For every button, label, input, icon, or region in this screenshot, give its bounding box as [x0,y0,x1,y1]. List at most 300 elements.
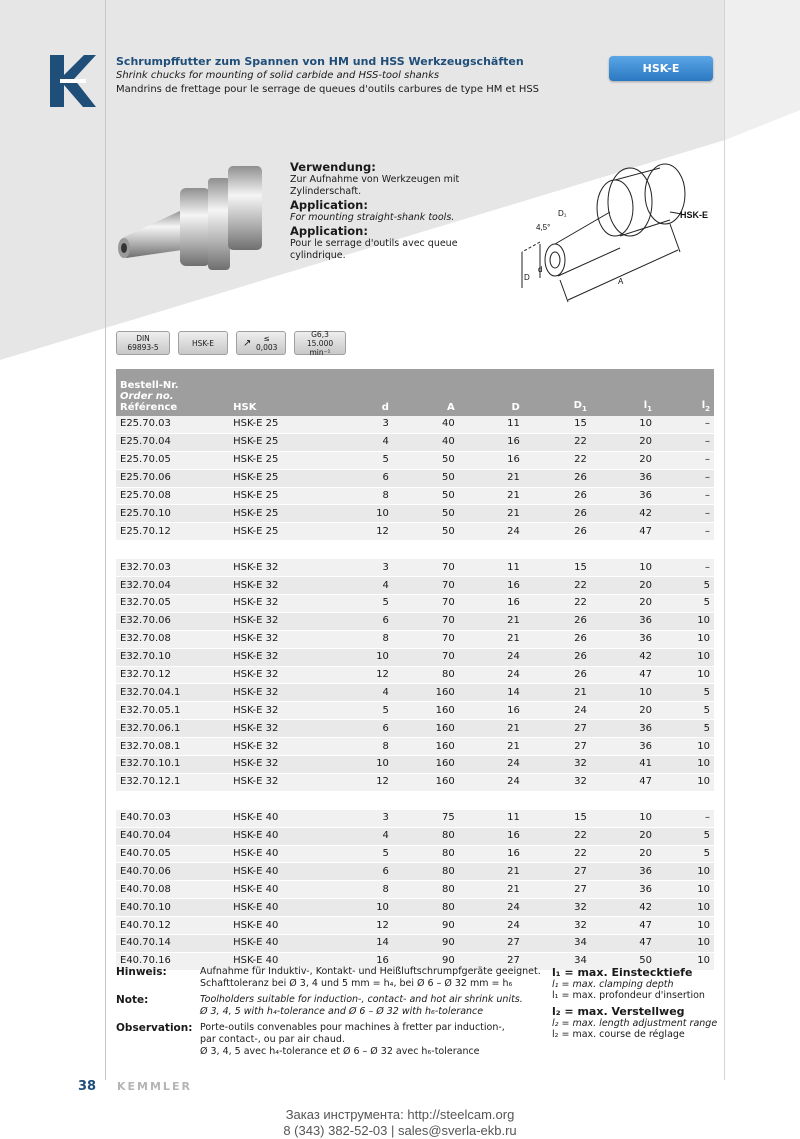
table-cell: E32.70.10 [116,648,229,666]
table-cell: 26 [524,612,591,630]
table-cell: 10 [321,899,393,917]
table-cell: 10 [656,952,714,970]
table-cell: HSK-E 25 [229,469,320,487]
table-cell: 24 [524,702,591,720]
table-cell: E40.70.03 [116,809,229,827]
footer [0,1107,800,1139]
table-cell: 24 [459,773,524,791]
table-cell: 32 [524,899,591,917]
table-cell: 22 [524,827,591,845]
table-cell: 21 [459,863,524,881]
table-cell: 40 [393,416,459,433]
table-cell: 16 [459,433,524,451]
table-row [116,416,714,433]
table-cell: HSK-E 32 [229,773,320,791]
table-cell: 26 [524,648,591,666]
table-row [116,827,714,845]
table-cell: 47 [591,523,656,541]
drawing-label-angle: 4,5° [536,223,551,232]
table-cell: HSK-E 32 [229,738,320,756]
table-cell: 34 [524,935,591,953]
table-cell: 70 [393,630,459,648]
l1-fr: l₁ = max. profondeur d'insertion [552,990,705,1001]
table-row [116,666,714,684]
drawing-label-D: D [524,273,530,282]
table-cell: 20 [591,577,656,595]
table-cell: 21 [459,505,524,523]
table-cell: 10 [321,505,393,523]
usage-en-text: For mounting straight-shank tools. [290,212,455,223]
table-row [116,433,714,451]
table-cell: 10 [656,773,714,791]
table-cell: 160 [393,720,459,738]
table-cell: 4 [321,684,393,702]
table-row [116,720,714,738]
table-cell: 80 [393,666,459,684]
table-cell: 47 [591,917,656,935]
observation-line-1: Porte-outils convenables pour machines à fretter par induction-, [200,1022,505,1033]
page-header [116,55,596,97]
note-line-2: Ø 3, 4, 5 with h₄-tolerance and Ø 6 – Ø 32 with h₆-tolerance [200,1006,484,1017]
table-cell: – [656,451,714,469]
table-cell: 14 [459,684,524,702]
table-cell: 47 [591,666,656,684]
technical-drawing [510,160,720,310]
table-cell: E40.70.08 [116,881,229,899]
table-cell: 16 [459,577,524,595]
table-cell: 12 [321,917,393,935]
runout-chip [236,331,286,355]
table-cell: – [656,505,714,523]
table-row [116,773,714,791]
table-cell: 10 [656,756,714,774]
hsk-e-badge: HSK-E [609,56,713,81]
table-cell: 21 [524,684,591,702]
table-cell: 26 [524,469,591,487]
table-cell: 41 [591,756,656,774]
col-order-de: Bestell-Nr. [120,380,179,391]
table-cell: 5 [321,451,393,469]
table-cell: HSK-E 25 [229,505,320,523]
table-cell: 10 [656,881,714,899]
table-cell: E40.70.10 [116,899,229,917]
table-cell: 15 [524,809,591,827]
table-cell: E32.70.04 [116,577,229,595]
l1-heading: l₁ = max. Einstecktiefe [552,966,693,979]
hsk-chip: HSK-E [178,331,228,355]
table-cell: 42 [591,648,656,666]
table-cell: 15 [524,416,591,433]
observation-text [200,1022,545,1058]
table-cell: 70 [393,559,459,577]
table-row [116,935,714,953]
table-cell: 21 [459,720,524,738]
table-row [116,469,714,487]
table-cell: E32.70.12.1 [116,773,229,791]
balance-chip [294,331,346,355]
table-cell: 5 [656,827,714,845]
drawing-label-A: A [618,277,624,286]
table-cell: 90 [393,917,459,935]
table-cell: 36 [591,881,656,899]
table-cell: 36 [591,720,656,738]
table-cell: 27 [459,952,524,970]
table-cell: 24 [459,666,524,684]
table-cell: 11 [459,416,524,433]
l2-fr: l₂ = max. course de réglage [552,1029,685,1040]
drawing-label-d: d [538,265,543,274]
table-cell: 16 [459,702,524,720]
table-cell: 26 [524,487,591,505]
table-cell: HSK-E 40 [229,917,320,935]
table-cell: E25.70.12 [116,523,229,541]
table-cell: 4 [321,433,393,451]
table-cell: 20 [591,595,656,613]
observation-line-3: Ø 3, 4, 5 avec h₄-tolerance et Ø 6 – Ø 32 avec h₆-tolerance [200,1046,480,1057]
table-cell: E40.70.16 [116,952,229,970]
balance-speed: 15.000 min⁻¹ [306,338,334,357]
table-cell: 90 [393,952,459,970]
table-row [116,595,714,613]
table-row [116,451,714,469]
table-cell: 21 [459,738,524,756]
table-cell: 22 [524,433,591,451]
table-cell: E40.70.12 [116,917,229,935]
table-cell: 5 [656,684,714,702]
table-cell: 16 [459,595,524,613]
table-cell: 42 [591,899,656,917]
table-cell: – [656,433,714,451]
table-cell: HSK-E 32 [229,702,320,720]
table-cell: HSK-E 25 [229,487,320,505]
table-cell: 160 [393,702,459,720]
table-row [116,917,714,935]
table-cell: 10 [591,684,656,702]
table-cell: 10 [656,863,714,881]
table-cell: 40 [393,433,459,451]
runout-arrow-icon: ↗ [243,337,252,349]
definitions-section [552,966,722,1040]
table-header-row [116,369,714,416]
table-cell: HSK-E 40 [229,863,320,881]
table-row [116,899,714,917]
kemmler-logo-icon [50,55,96,107]
table-cell: E32.70.04.1 [116,684,229,702]
note-label: Note: [116,994,149,1006]
table-cell: 24 [459,917,524,935]
table-cell: 27 [524,738,591,756]
table-cell: 36 [591,863,656,881]
table-cell: HSK-E 40 [229,952,320,970]
table-cell: 21 [459,469,524,487]
table-cell: 27 [524,720,591,738]
observation-line-2: par contact-, ou par air chaud. [200,1034,345,1045]
table-row [116,487,714,505]
table-cell: 50 [393,523,459,541]
table-row [116,505,714,523]
col-order-fr: Référence [120,402,178,413]
title-fr: Mandrins de frettage pour le serrage de queues d'outils carbures de type HM et HSS [116,84,540,95]
footer-link[interactable]: Заказ инструмента: http://steelcam.org [285,1107,515,1122]
table-row [116,523,714,541]
table-cell: HSK-E 32 [229,756,320,774]
table-cell: 26 [524,666,591,684]
table-cell: HSK-E 25 [229,523,320,541]
table-cell: 8 [321,630,393,648]
table-cell: 36 [591,612,656,630]
table-cell: E40.70.06 [116,863,229,881]
runout-value: ≤ 0,003 [255,334,278,352]
table-cell: 24 [459,523,524,541]
table-cell: 5 [656,577,714,595]
table-cell: 70 [393,648,459,666]
table-cell: 3 [321,416,393,433]
table-cell: 160 [393,684,459,702]
table-cell: 22 [524,577,591,595]
table-cell: E25.70.05 [116,451,229,469]
table-cell: HSK-E 32 [229,559,320,577]
table-cell: 20 [591,827,656,845]
table-cell: 5 [656,595,714,613]
table-row [116,863,714,881]
table-cell: 80 [393,863,459,881]
table-cell: E32.70.10.1 [116,756,229,774]
table-cell: 34 [524,952,591,970]
note-line-1: Toolholders suitable for induction-, contact- and hot air shrink units. [200,994,523,1005]
usage-de-text: Zur Aufnahme von Werkzeugen mit Zylinderschaft. [290,174,460,197]
table-cell: 15 [524,559,591,577]
table-cell: 16 [321,952,393,970]
table-cell: 36 [591,487,656,505]
table-cell: HSK-E 25 [229,451,320,469]
col-D1-label: D [573,400,582,411]
usage-fr-text: Pour le serrage d'outils avec queue cylindrique. [290,238,458,261]
table-cell: 21 [459,630,524,648]
table-cell: 20 [591,845,656,863]
table-cell: E25.70.06 [116,469,229,487]
table-cell: HSK-E 32 [229,612,320,630]
table-cell: E32.70.03 [116,559,229,577]
table-cell: 6 [321,469,393,487]
table-cell: 5 [656,720,714,738]
table-row [116,809,714,827]
col-l2-header: $l_2$ [656,369,714,416]
l2-heading: l₂ = max. Verstellweg [552,1005,685,1018]
table-cell: 70 [393,577,459,595]
table-cell: E25.70.04 [116,433,229,451]
table-cell: 27 [524,881,591,899]
group-spacer [116,791,714,809]
table-cell: 90 [393,935,459,953]
table-cell: 10 [656,899,714,917]
table-cell: – [656,523,714,541]
table-row [116,630,714,648]
din-chip: DIN 69893-5 [116,331,170,355]
col-A-header: A [393,369,459,416]
col-D1-header: $D_1$ [524,369,591,416]
table-cell: E32.70.08.1 [116,738,229,756]
table-cell: 11 [459,559,524,577]
table-cell: 12 [321,773,393,791]
table-cell: 22 [524,595,591,613]
table-cell: 32 [524,773,591,791]
usage-fr-heading: Application: [290,224,368,238]
spec-chips [116,331,346,355]
table-cell: HSK-E 40 [229,809,320,827]
table-cell: 32 [524,917,591,935]
table-cell: 4 [321,827,393,845]
col-D-header: D [459,369,524,416]
table-cell: 80 [393,899,459,917]
table-cell: E32.70.08 [116,630,229,648]
table-row [116,756,714,774]
table-cell: – [656,469,714,487]
table-row [116,702,714,720]
table-row [116,684,714,702]
table-cell: 6 [321,720,393,738]
hinweis-label: Hinweis: [116,966,167,978]
col-order-header [116,369,229,416]
margin-line [105,0,106,1080]
table-cell: 10 [656,612,714,630]
table-cell: E32.70.06.1 [116,720,229,738]
table-cell: 22 [524,845,591,863]
table-cell: HSK-E 40 [229,845,320,863]
title-de: Schrumpffutter zum Spannen von HM und HSS Werkzeugschäften [116,55,524,68]
balance-grade: G6,3 [311,329,329,339]
table-cell: HSK-E 25 [229,433,320,451]
table-cell: 20 [591,702,656,720]
table-cell: 24 [459,756,524,774]
l2-en: l₂ = max. length adjustment range [552,1018,718,1029]
table-cell: 10 [656,917,714,935]
table-body [116,416,714,970]
col-l1-header: $l_1$ [591,369,656,416]
table-cell: 5 [656,845,714,863]
table-cell: 8 [321,881,393,899]
footer-contact[interactable]: 8 (343) 382-52-03 | sales@sverla-ekb.ru [283,1123,517,1138]
table-cell: 20 [591,433,656,451]
table-cell: 50 [393,469,459,487]
table-cell: 10 [656,935,714,953]
col-l1-label: l [643,400,648,411]
table-cell: 5 [321,845,393,863]
page-number: 38 [78,1079,97,1094]
table-cell: 16 [459,845,524,863]
table-cell: HSK-E 32 [229,666,320,684]
right-margin-line [724,0,725,1080]
table-row [116,648,714,666]
table-cell: E25.70.03 [116,416,229,433]
table-cell: 160 [393,773,459,791]
table-row [116,612,714,630]
table-cell: HSK-E 32 [229,595,320,613]
table-cell: 50 [393,451,459,469]
table-cell: 70 [393,612,459,630]
table-cell: 26 [524,523,591,541]
table-row [116,845,714,863]
table-cell: 22 [524,451,591,469]
table-cell: 6 [321,612,393,630]
hinweis-line-1: Aufnahme für Induktiv-, Kontakt- und Heißluftschrumpfgeräte geeignet. [200,966,541,977]
hinweis-text [200,966,545,990]
table-cell: HSK-E 40 [229,827,320,845]
shrink-chuck-photo [112,158,272,278]
table-cell: 16 [459,827,524,845]
table-cell: 5 [321,702,393,720]
table-cell: HSK-E 25 [229,416,320,433]
table-cell: 80 [393,845,459,863]
note-text [200,994,545,1018]
table-cell: 50 [393,487,459,505]
table-cell: 10 [321,648,393,666]
table-cell: E32.70.05 [116,595,229,613]
table-cell: 21 [459,881,524,899]
table-cell: 10 [591,809,656,827]
table-cell: – [656,559,714,577]
table-cell: HSK-E 32 [229,577,320,595]
table-cell: 4 [321,577,393,595]
col-order-en: Order no. [120,391,174,402]
hinweis-line-2: Schafttoleranz bei Ø 3, 4 und 5 mm = h₄, bei Ø 6 – Ø 32 mm = h₆ [200,978,513,989]
table-cell: 47 [591,773,656,791]
table-cell: 16 [459,451,524,469]
table-row [116,881,714,899]
observation-label: Observation: [116,1022,193,1034]
table-cell: 42 [591,505,656,523]
table-cell: 75 [393,809,459,827]
l1-en: l₁ = max. clamping depth [552,979,674,990]
table-cell: HSK-E 40 [229,881,320,899]
table-cell: 10 [591,559,656,577]
col-d-header: d [321,369,393,416]
table-cell: 12 [321,523,393,541]
usage-de-heading: Verwendung: [290,160,376,174]
table-cell: 47 [591,935,656,953]
table-cell: E32.70.12 [116,666,229,684]
table-cell: 26 [524,630,591,648]
table-cell: E32.70.06 [116,612,229,630]
table-cell: E25.70.10 [116,505,229,523]
table-cell: – [656,809,714,827]
table-row [116,738,714,756]
table-cell: 10 [656,666,714,684]
table-cell: 21 [459,487,524,505]
table-cell: 36 [591,738,656,756]
table-cell: 5 [656,702,714,720]
table-cell: HSK-E 32 [229,630,320,648]
group-spacer [116,541,714,559]
table-cell: 11 [459,809,524,827]
table-cell: 10 [656,738,714,756]
title-en: Shrink chucks for mounting of solid carbide and HSS-tool shanks [116,70,440,81]
table-cell: 5 [321,595,393,613]
table-cell: 27 [459,935,524,953]
table-cell: 24 [459,648,524,666]
table-cell: 20 [591,451,656,469]
table-cell: 27 [524,863,591,881]
table-cell: 50 [393,505,459,523]
usage-en-heading: Application: [290,198,368,212]
table-cell: 80 [393,827,459,845]
table-cell: 160 [393,756,459,774]
table-row [116,577,714,595]
table-cell: 3 [321,559,393,577]
table-cell: 70 [393,595,459,613]
table-cell: 21 [459,612,524,630]
table-cell: 10 [321,756,393,774]
table-row [116,559,714,577]
